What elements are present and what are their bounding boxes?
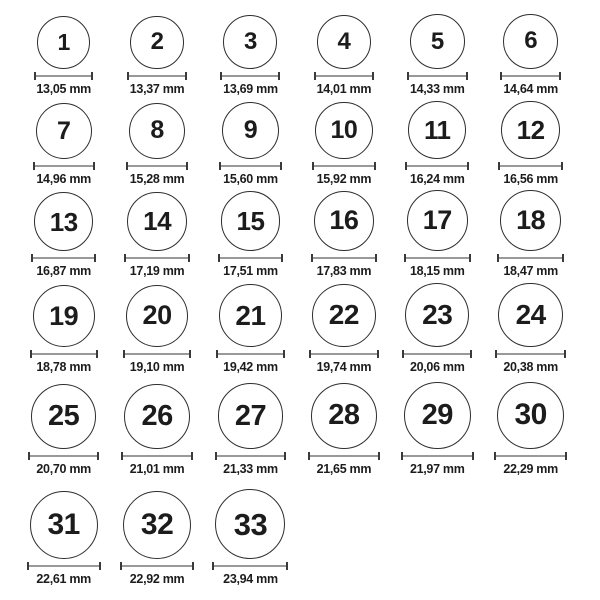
diameter-label: 13,05 mm — [36, 82, 91, 96]
ring-cell — [297, 102, 390, 186]
diameter-measure-line — [312, 162, 375, 170]
diameter-label: 20,06 mm — [409, 360, 465, 374]
ring-row — [17, 278, 600, 374]
diameter-label: 14,01 mm — [316, 82, 372, 96]
ring-size-number: 4 — [337, 27, 351, 55]
diameter-label: 18,15 mm — [409, 264, 465, 278]
ring-size-number: 2 — [150, 28, 164, 56]
diameter-measure-line — [495, 350, 565, 358]
ring-size-number: 10 — [330, 115, 358, 144]
ring-size-number: 30 — [514, 398, 547, 432]
ring-cell — [204, 284, 297, 374]
ring-size-number: 1 — [57, 29, 70, 55]
ring-size-number: 3 — [244, 28, 257, 55]
ring-size-number: 5 — [430, 27, 444, 55]
ring-circle — [501, 101, 559, 159]
diameter-measure-line — [405, 162, 469, 170]
diameter-label: 14,64 mm — [503, 82, 558, 96]
diameter-label: 13,37 mm — [129, 82, 185, 96]
diameter-label: 15,28 mm — [129, 172, 185, 186]
ring-circle — [124, 384, 189, 449]
ring-size-number: 22 — [328, 299, 359, 331]
diameter-measure-line — [500, 72, 561, 80]
ring-cell — [204, 489, 297, 586]
diameter-measure-line — [127, 72, 186, 80]
diameter-measure-line — [121, 452, 192, 460]
ring-size-number: 8 — [150, 116, 164, 145]
ring-cell — [391, 190, 484, 278]
diameter-measure-line — [215, 452, 287, 460]
diameter-measure-line — [218, 254, 284, 262]
ring-size-number: 12 — [516, 114, 545, 145]
ring-cell — [297, 191, 390, 278]
diameter-measure-line — [216, 350, 285, 358]
ring-circle — [312, 284, 375, 347]
diameter-measure-line — [309, 350, 378, 358]
ring-cell — [17, 192, 110, 278]
diameter-label: 19,74 mm — [316, 360, 372, 374]
diameter-measure-line — [498, 162, 562, 170]
ring-size-number: 24 — [515, 298, 546, 330]
diameter-measure-line — [123, 350, 191, 358]
ring-cell — [17, 16, 110, 96]
ring-cell — [204, 383, 297, 476]
ring-cell — [110, 285, 203, 374]
diameter-measure-line — [404, 254, 471, 262]
diameter-measure-line — [402, 350, 472, 358]
ring-circle — [34, 192, 93, 251]
ring-cell — [110, 491, 203, 586]
ring-circle — [503, 14, 558, 69]
diameter-measure-line — [219, 162, 282, 170]
diameter-label: 17,83 mm — [316, 264, 372, 278]
ring-size-number: 29 — [421, 399, 453, 432]
diameter-label: 21,65 mm — [316, 462, 372, 476]
ring-cell — [391, 14, 484, 96]
diameter-label: 20,38 mm — [503, 360, 558, 374]
ring-circle — [410, 14, 465, 69]
ring-row — [17, 96, 600, 186]
ring-cell — [484, 101, 577, 186]
ring-circle — [30, 491, 98, 559]
diameter-label: 17,19 mm — [129, 264, 185, 278]
ring-cell — [110, 192, 203, 278]
ring-cell — [297, 15, 390, 96]
ring-circle — [408, 101, 466, 159]
ring-cell — [17, 103, 110, 186]
ring-size-number: 27 — [234, 399, 267, 432]
diameter-measure-line — [28, 452, 99, 460]
ring-circle — [407, 190, 468, 251]
ring-circle — [222, 102, 279, 159]
ring-size-number: 25 — [48, 400, 80, 433]
ring-size-number: 11 — [424, 115, 451, 146]
ring-size-number: 28 — [328, 399, 360, 432]
ring-circle — [317, 15, 371, 69]
ring-circle — [215, 489, 285, 559]
ring-cell — [110, 16, 203, 96]
diameter-label: 21,33 mm — [223, 462, 278, 476]
diameter-measure-line — [27, 562, 101, 570]
ring-size-number: 31 — [47, 508, 80, 542]
ring-size-number: 33 — [233, 506, 268, 542]
ring-size-number: 26 — [141, 399, 173, 432]
ring-row — [17, 186, 600, 278]
diameter-measure-line — [126, 162, 188, 170]
diameter-measure-line — [220, 72, 280, 80]
ring-cell — [484, 14, 577, 96]
ring-circle — [33, 285, 95, 347]
ring-row — [17, 8, 600, 96]
ring-size-number: 17 — [422, 205, 452, 236]
ring-cell — [391, 101, 484, 186]
ring-circle — [314, 191, 374, 251]
ring-circle — [129, 103, 185, 159]
ring-cell — [204, 102, 297, 186]
ring-cell — [110, 103, 203, 186]
ring-cell — [17, 285, 110, 374]
diameter-label: 21,01 mm — [129, 462, 185, 476]
ring-cell — [484, 382, 577, 476]
ring-cell — [391, 283, 484, 374]
diameter-label: 14,33 mm — [409, 82, 465, 96]
ring-row — [17, 374, 600, 476]
diameter-label: 22,29 mm — [503, 462, 558, 476]
ring-cell — [110, 384, 203, 476]
ring-size-number: 19 — [49, 300, 79, 331]
ring-size-number: 14 — [143, 206, 172, 237]
diameter-measure-line — [31, 254, 96, 262]
ring-cell — [297, 383, 390, 476]
ring-cell — [297, 284, 390, 374]
diameter-label: 19,10 mm — [129, 360, 185, 374]
ring-circle — [130, 16, 183, 69]
ring-size-number: 7 — [56, 116, 71, 145]
ring-cell — [391, 382, 484, 476]
diameter-label: 20,70 mm — [36, 462, 91, 476]
ring-size-number: 18 — [516, 204, 546, 235]
ring-size-number: 13 — [49, 206, 78, 237]
diameter-measure-line — [308, 452, 380, 460]
diameter-measure-line — [124, 254, 189, 262]
ring-size-number: 15 — [236, 206, 265, 237]
diameter-label: 22,92 mm — [129, 572, 185, 586]
ring-circle — [126, 285, 188, 347]
diameter-measure-line — [314, 72, 374, 80]
ring-circle — [123, 491, 191, 559]
ring-circle — [497, 382, 564, 449]
diameter-measure-line — [120, 562, 194, 570]
diameter-label: 16,24 mm — [409, 172, 465, 186]
diameter-label: 19,42 mm — [223, 360, 278, 374]
diameter-label: 22,61 mm — [36, 572, 91, 586]
ring-circle — [223, 15, 277, 69]
ring-cell — [484, 190, 577, 278]
ring-circle — [127, 192, 186, 251]
ring-circle — [405, 283, 469, 347]
diameter-label: 14,96 mm — [36, 172, 91, 186]
ring-circle — [404, 382, 471, 449]
diameter-measure-line — [401, 452, 474, 460]
ring-circle — [36, 103, 92, 159]
ring-cell — [204, 15, 297, 96]
ring-size-number: 9 — [243, 116, 258, 145]
diameter-label: 15,60 mm — [223, 172, 278, 186]
ring-size-number: 20 — [142, 300, 172, 331]
ring-circle — [218, 383, 284, 449]
ring-circle — [37, 16, 90, 69]
ring-circle — [500, 190, 561, 251]
ring-size-number: 23 — [422, 299, 453, 331]
diameter-label: 18,78 mm — [36, 360, 91, 374]
diameter-measure-line — [407, 72, 468, 80]
diameter-label: 17,51 mm — [223, 264, 278, 278]
ring-cell — [484, 283, 577, 374]
ring-circle — [311, 383, 377, 449]
ring-size-number: 6 — [524, 27, 538, 55]
diameter-measure-line — [212, 562, 288, 570]
diameter-measure-line — [497, 254, 564, 262]
diameter-label: 16,56 mm — [503, 172, 558, 186]
ring-size-number: 32 — [140, 507, 174, 541]
diameter-label: 23,94 mm — [223, 572, 278, 586]
ring-cell — [17, 384, 110, 476]
diameter-measure-line — [494, 452, 567, 460]
ring-cell — [17, 491, 110, 586]
diameter-measure-line — [34, 72, 93, 80]
diameter-measure-line — [33, 162, 95, 170]
diameter-label: 13,69 mm — [223, 82, 278, 96]
ring-size-number: 21 — [235, 299, 266, 331]
diameter-measure-line — [30, 350, 98, 358]
ring-size-number: 16 — [329, 205, 359, 236]
ring-circle — [498, 283, 562, 347]
ring-row — [17, 476, 600, 586]
ring-circle — [221, 191, 281, 251]
ring-circle — [219, 284, 282, 347]
diameter-label: 18,47 mm — [503, 264, 558, 278]
ring-circle — [31, 384, 96, 449]
ring-circle — [315, 102, 372, 159]
diameter-label: 16,87 mm — [36, 264, 91, 278]
diameter-label: 21,97 mm — [409, 462, 465, 476]
diameter-label: 15,92 mm — [316, 172, 372, 186]
ring-cell — [204, 191, 297, 278]
diameter-measure-line — [311, 254, 377, 262]
